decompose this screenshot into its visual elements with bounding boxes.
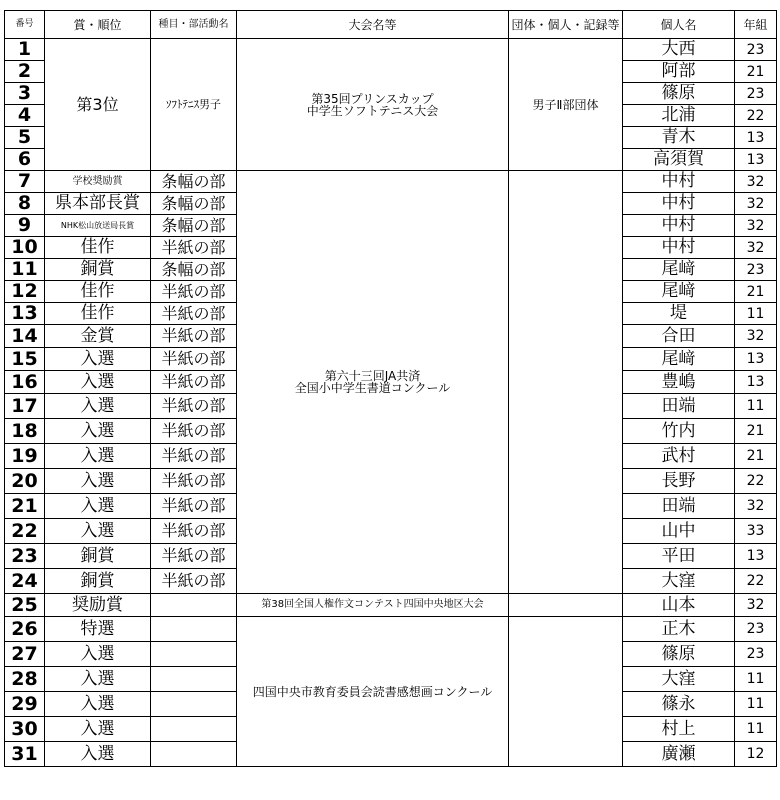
row-grade: 32 [735,171,777,193]
row-name: 廣瀬 [623,742,735,767]
row-name: 長野 [623,469,735,494]
row-category: 半紙の部 [151,237,237,259]
row-category: 半紙の部 [151,469,237,494]
row-name: 平田 [623,544,735,569]
row-grade: 23 [735,642,777,667]
awards-table [4,10,777,767]
row-category-empty [151,642,237,667]
row-award: 入選 [45,742,151,767]
row-grade: 11 [735,692,777,717]
row-name: 豊嶋 [623,371,735,394]
row-no: 29 [5,692,45,717]
row-no: 31 [5,742,45,767]
row-award: 銅賞 [45,569,151,594]
row-award: 入選 [45,348,151,371]
row-category: 半紙の部 [151,371,237,394]
row-no: 27 [5,642,45,667]
row-no: 16 [5,371,45,394]
row-no: 10 [5,237,45,259]
row-no: 20 [5,469,45,494]
row-grade: 11 [735,717,777,742]
row-award: 入選 [45,394,151,419]
row-award: 佳作 [45,281,151,303]
row-name: 大西 [623,39,735,61]
event-reading: 四国中央市教育委員会読書感想画コンクール [237,617,509,767]
team-empty [509,171,623,594]
event-human-rights: 第38回全国人権作文コンテスト四国中央地区大会 [237,594,509,617]
row-no: 7 [5,171,45,193]
row-category: 半紙の部 [151,348,237,371]
group-team: 男子Ⅱ部団体 [509,39,623,171]
row-grade: 32 [735,494,777,519]
row-name: 北浦 [623,105,735,127]
row-no: 14 [5,325,45,348]
row-category: 半紙の部 [151,444,237,469]
row-name: 中村 [623,171,735,193]
row-award: 佳作 [45,237,151,259]
row-grade: 33 [735,519,777,544]
team-empty [509,617,623,767]
row-no: 12 [5,281,45,303]
row-award: 銅賞 [45,259,151,281]
row-category: 半紙の部 [151,419,237,444]
row-award: 銅賞 [45,544,151,569]
row-grade: 22 [735,569,777,594]
header-row [5,11,777,39]
row-category: 条幅の部 [151,259,237,281]
row-award: NHK松山放送局長賞 [45,215,151,237]
row-no: 2 [5,61,45,83]
row-name: 阿部 [623,61,735,83]
row-no: 15 [5,348,45,371]
row-no: 9 [5,215,45,237]
row-grade: 22 [735,469,777,494]
row-no: 13 [5,303,45,325]
table-row [5,39,777,61]
row-grade: 13 [735,371,777,394]
row-category-empty [151,742,237,767]
header-team: 団体・個人・記録等 [509,11,623,39]
row-no: 1 [5,39,45,61]
row-grade: 32 [735,193,777,215]
group-category: ｿﾌﾄﾃﾆｽ男子 [151,39,237,171]
row-award: 入選 [45,667,151,692]
row-no: 17 [5,394,45,419]
row-grade: 11 [735,667,777,692]
row-name: 尾﨑 [623,348,735,371]
row-name: 正木 [623,617,735,642]
header-no: 番号 [5,11,45,39]
row-name: 堤 [623,303,735,325]
row-award: 入選 [45,642,151,667]
row-grade: 13 [735,348,777,371]
row-grade: 13 [735,127,777,149]
row-category: 半紙の部 [151,494,237,519]
row-name: 篠永 [623,692,735,717]
row-category: 半紙の部 [151,544,237,569]
row-name: 高須賀 [623,149,735,171]
row-category: 半紙の部 [151,281,237,303]
event-prince-cup-line2: 中学生ソフトテニス大会 [306,103,439,118]
row-category-empty [151,617,237,642]
row-name: 大窪 [623,667,735,692]
row-grade: 23 [735,617,777,642]
row-no: 4 [5,105,45,127]
row-no: 18 [5,419,45,444]
row-no: 26 [5,617,45,642]
row-award: 入選 [45,419,151,444]
row-no: 11 [5,259,45,281]
row-category: 半紙の部 [151,569,237,594]
row-award: 入選 [45,519,151,544]
row-category: 半紙の部 [151,519,237,544]
event-ja-calligraphy [237,171,509,594]
row-grade: 32 [735,325,777,348]
row-award: 学校奨励賞 [45,171,151,193]
row-name: 合田 [623,325,735,348]
row-grade: 21 [735,61,777,83]
row-award: 入選 [45,717,151,742]
row-grade: 21 [735,444,777,469]
row-no: 24 [5,569,45,594]
row-grade: 23 [735,39,777,61]
row-name: 尾﨑 [623,259,735,281]
header-award: 賞・順位 [45,11,151,39]
row-grade: 21 [735,281,777,303]
row-no: 8 [5,193,45,215]
event-ja-line2: 全国小中学生書道コンクール [294,381,451,395]
row-grade: 32 [735,215,777,237]
row-grade: 23 [735,83,777,105]
row-award: 入選 [45,371,151,394]
row-name: 中村 [623,237,735,259]
row-no: 30 [5,717,45,742]
row-award: 入選 [45,494,151,519]
row-grade: 13 [735,544,777,569]
row-name: 村上 [623,717,735,742]
row-category: 半紙の部 [151,394,237,419]
row-name: 尾﨑 [623,281,735,303]
row-category: 条幅の部 [151,193,237,215]
row-name: 大窪 [623,569,735,594]
header-category: 種目・部活動名 [151,11,237,39]
row-category: 半紙の部 [151,325,237,348]
row-name: 田端 [623,494,735,519]
row-grade: 11 [735,394,777,419]
row-name: 武村 [623,444,735,469]
row-name: 山本 [623,594,735,617]
event-prince-cup [237,39,509,171]
row-award: 県本部長賞 [45,193,151,215]
row-category: 条幅の部 [151,215,237,237]
row-category-empty [151,717,237,742]
row-name: 青木 [623,127,735,149]
row-grade: 13 [735,149,777,171]
row-name: 篠原 [623,83,735,105]
row-category-empty [151,692,237,717]
row-name: 中村 [623,193,735,215]
row-name: 中村 [623,215,735,237]
row-award: 入選 [45,469,151,494]
row-no: 23 [5,544,45,569]
table-row [5,617,777,642]
row-award: 特選 [45,617,151,642]
row-category-empty [151,594,237,617]
event-prince-cup-line1: 第35回プリンスカップ [311,91,434,106]
row-category: 半紙の部 [151,303,237,325]
row-grade: 21 [735,419,777,444]
row-award: 入選 [45,444,151,469]
row-award: 金賞 [45,325,151,348]
table-row [5,594,777,617]
row-name: 山中 [623,519,735,544]
header-event: 大会名等 [237,11,509,39]
row-grade: 12 [735,742,777,767]
row-grade: 22 [735,105,777,127]
header-grade: 年組 [735,11,777,39]
row-no: 21 [5,494,45,519]
row-category: 条幅の部 [151,171,237,193]
row-name: 篠原 [623,642,735,667]
row-no: 19 [5,444,45,469]
row-no: 28 [5,667,45,692]
row-no: 6 [5,149,45,171]
row-no: 25 [5,594,45,617]
row-no: 22 [5,519,45,544]
group-award: 第3位 [45,39,151,171]
row-grade: 11 [735,303,777,325]
event-ja-line1: 第六十三回JA共済 [324,369,421,383]
row-no: 3 [5,83,45,105]
row-award: 佳作 [45,303,151,325]
team-empty [509,594,623,617]
row-award: 入選 [45,692,151,717]
row-award: 奨励賞 [45,594,151,617]
header-name: 個人名 [623,11,735,39]
row-grade: 32 [735,237,777,259]
row-name: 竹内 [623,419,735,444]
row-grade: 32 [735,594,777,617]
table-row [5,171,777,193]
row-name: 田端 [623,394,735,419]
row-grade: 23 [735,259,777,281]
row-category-empty [151,667,237,692]
row-no: 5 [5,127,45,149]
